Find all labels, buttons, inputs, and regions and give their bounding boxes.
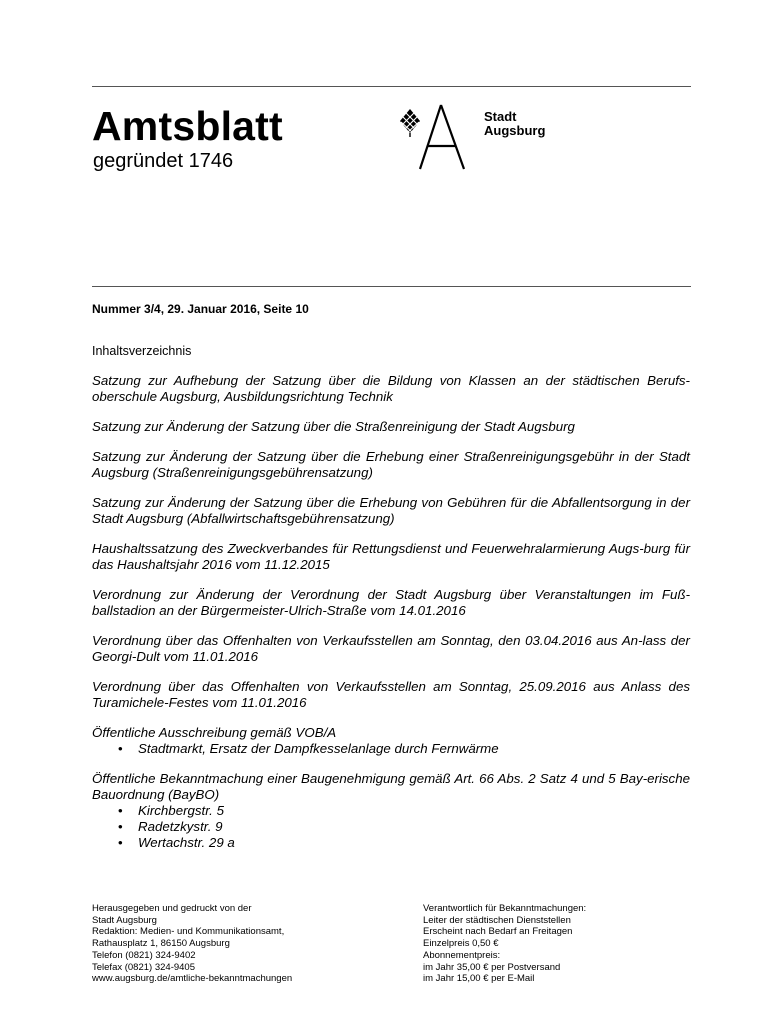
toc-entry[interactable]: Satzung zur Änderung der Satzung über die Erhebung von Gebühren für die Abfallentsorgung in der Stadt Augsburg (Abfallwirtschaftsgebührensatzung) (92, 495, 690, 526)
footer-publisher (92, 903, 292, 985)
footer-line: Stadt Augsburg (92, 914, 157, 926)
footer-line: Redaktion: Medien- und Kommunikationsamt, (92, 926, 285, 938)
permit-title[interactable]: Öffentliche Bekanntmachung einer Baugenehmigung gemäß Art. 66 Abs. 2 Satz 4 und 5 Bay-erische Bauordnung (BayBO) (92, 771, 690, 802)
footer-line: Leiter der städtischen Dienststellen (423, 914, 571, 926)
list-item[interactable] (92, 835, 690, 851)
toc-entry[interactable]: Verordnung über das Offenhalten von Verkaufsstellen am Sonntag, den 03.04.2016 aus An-lass der Georgi-Dult vom 11.01.2016 (92, 633, 690, 664)
toc-entry[interactable]: Satzung zur Änderung der Satzung über die Straßenreinigung der Stadt Augsburg (92, 419, 575, 434)
top-divider (92, 86, 691, 87)
footer-line: im Jahr 35,00 € per Postversand (423, 961, 561, 973)
permit-section (92, 771, 690, 851)
masthead-subtitle: gegründet 1746 (93, 150, 234, 172)
issue-line: Nummer 3/4, 29. Januar 2016, Seite 10 (92, 302, 309, 316)
permit-item: Wertachstr. 29 a (138, 835, 235, 850)
bullet-icon: • (118, 803, 123, 818)
permit-item: Radetzkystr. 9 (138, 819, 223, 834)
footer-line: Verantwortlich für Bekanntmachungen: (423, 903, 587, 914)
masthead-title: Amtsblatt (92, 103, 283, 149)
footer-line: Rathausplatz 1, 86150 Augsburg (92, 938, 230, 950)
footer-line: Telefon (0821) 324-9402 (92, 949, 196, 961)
footer-subscription (423, 903, 586, 985)
city-line-1: Stadt (484, 109, 517, 124)
city-name (484, 110, 545, 138)
toc-heading: Inhaltsverzeichnis (92, 344, 192, 358)
footer-line: Erscheint nach Bedarf an Freitagen (423, 926, 573, 938)
tender-item: Stadtmarkt, Ersatz der Dampfkesselanlage durch Fernwärme (138, 741, 499, 756)
footer-line: Einzelpreis 0,50 € (423, 938, 499, 950)
toc-entry[interactable]: Satzung zur Aufhebung der Satzung über die Bildung von Klassen an der städtischen Berufs-oberschule Augsburg, Ausbildungsrichtung Technik (92, 373, 690, 404)
section-divider (92, 286, 691, 287)
city-line-2: Augsburg (484, 123, 546, 138)
footer-line: Telefax (0821) 324-9405 (92, 961, 195, 973)
footer-website-link[interactable]: www.augsburg.de/amtliche-bekanntmachungen (92, 973, 293, 985)
toc-entry[interactable]: Satzung zur Änderung der Satzung über die Erhebung einer Straßenreinigungsgebühr in der Stadt Augsburg (Straßenreinigungsgebührensatzung) (92, 449, 690, 480)
footer-line: im Jahr 15,00 € per E-Mail (423, 973, 535, 985)
list-item[interactable] (92, 819, 690, 835)
list-item[interactable] (92, 803, 690, 819)
bullet-icon: • (118, 819, 123, 834)
footer-line: Herausgegeben und gedruckt von der (92, 903, 252, 914)
toc-entry[interactable]: Haushaltssatzung des Zweckverbandes für Rettungsdienst und Feuerwehralarmierung Augs-burg für das Haushaltsjahr 2016 vom 11.12.2015 (92, 541, 690, 572)
tender-title[interactable]: Öffentliche Ausschreibung gemäß VOB/A (92, 725, 337, 740)
bullet-icon: • (118, 835, 123, 850)
permit-item: Kirchbergstr. 5 (138, 803, 224, 818)
toc-entry[interactable]: Verordnung zur Änderung der Verordnung der Stadt Augsburg über Veranstaltungen im Fuß-ballstadion an der Bürgermeister-Ulrich-Straße vom 14.01.2016 (92, 587, 690, 618)
tender-section (92, 725, 690, 757)
toc-entry[interactable]: Verordnung über das Offenhalten von Verkaufsstellen am Sonntag, 25.09.2016 aus Anlass des Turamichele-Festes vom 11.01.2016 (92, 679, 690, 710)
footer-line: Abonnementpreis: (423, 949, 501, 961)
list-item[interactable] (92, 741, 690, 757)
bullet-icon: • (118, 741, 123, 756)
table-of-contents (92, 373, 690, 865)
augsburg-pinecone-logo-icon (398, 103, 470, 171)
